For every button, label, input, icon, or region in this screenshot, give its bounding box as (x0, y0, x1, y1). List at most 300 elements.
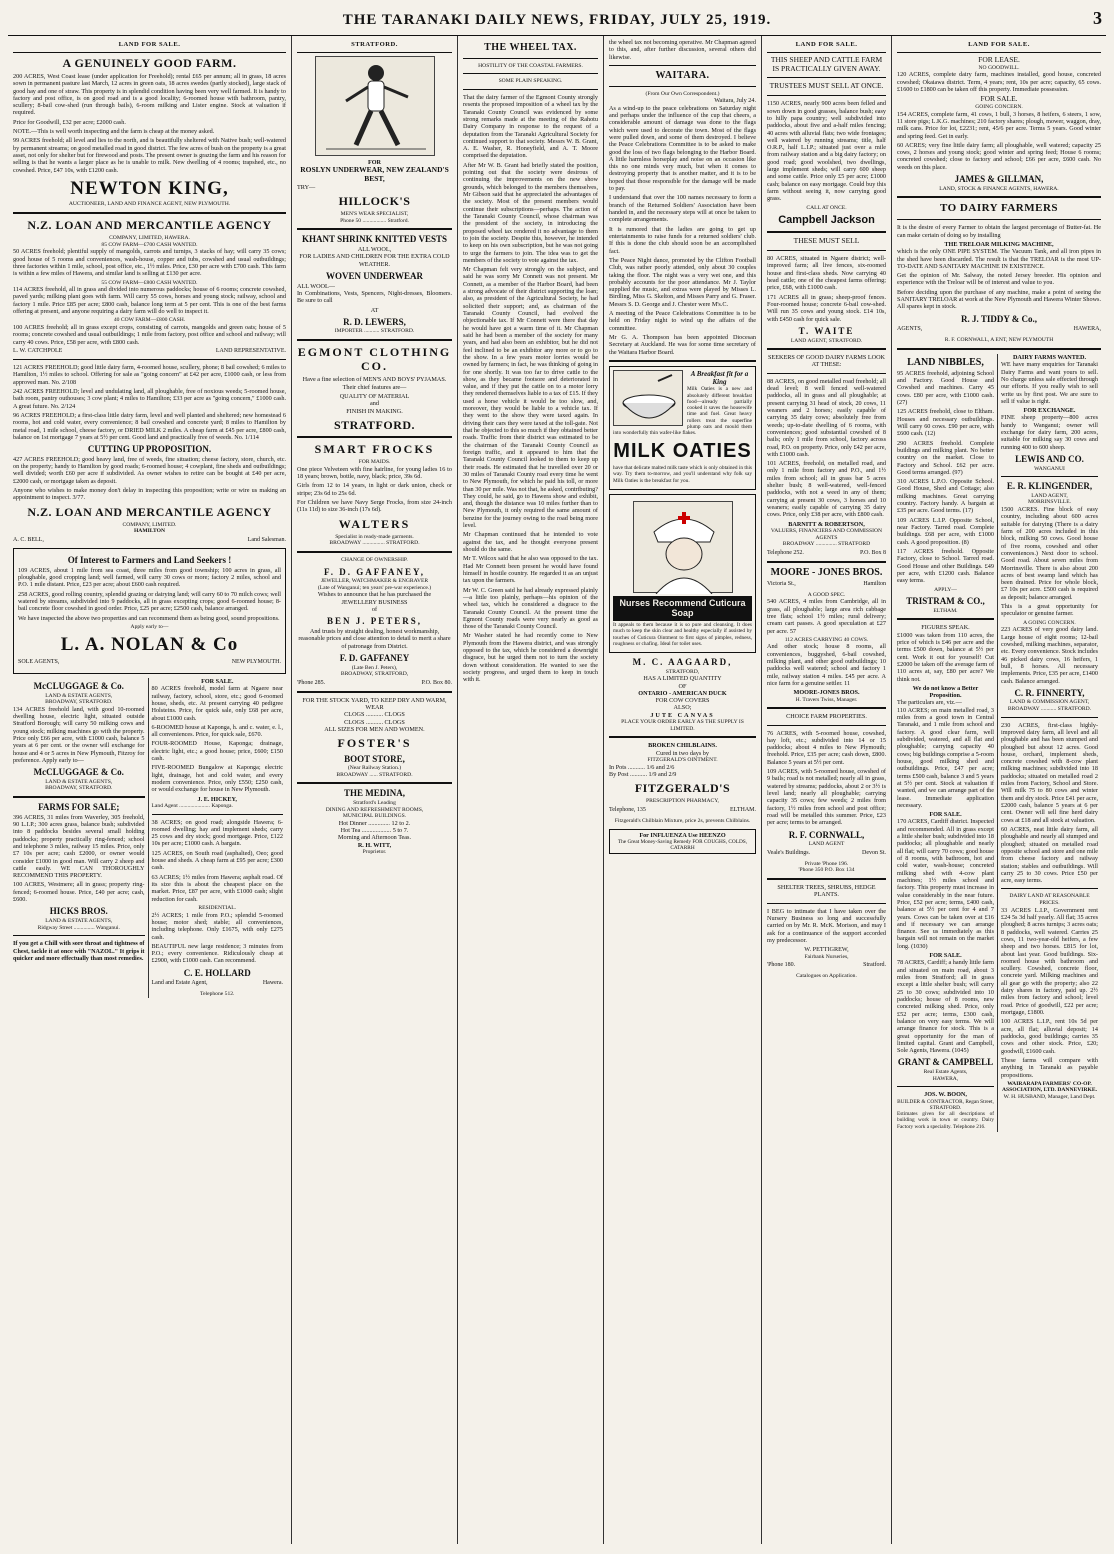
ad-headline: THESE MUST SELL (793, 236, 860, 246)
agent-name: McCLUGGAGE & Co. (33, 680, 124, 691)
shop-name: WALTERS (338, 516, 411, 531)
article-paragraph: I understand that over the 100 names necessary to form a branch of the Returned Soldiers' Association have been handed in, and the necessary steps will at once be taken to complete arrangements. (609, 194, 756, 224)
agent-sub: HAWERA, (932, 1075, 959, 1082)
agent-name: T. WAITE (798, 325, 855, 336)
agent-sub: HAMILTON (133, 528, 166, 535)
column-6 (892, 36, 1106, 1544)
shop-sub: Proprietor. (362, 848, 387, 855)
ad-text: It appeals to them because it is so pure and cleansing. It does much to keep the skin clear and healthy especially if assisted by touches of Cuticura Ointment to first signs of pimples, redness, roughness or chafing. Ideal for toilet uses. (613, 622, 752, 647)
shop-location: STRATFORD. (333, 417, 416, 432)
agent-name: R. F. CORNWALL, (788, 829, 865, 840)
subhead: FOR SALE. (929, 811, 962, 819)
divider (1001, 476, 1098, 477)
ad-headline: FOR LEASE. (978, 54, 1020, 64)
column-4 (604, 36, 762, 1544)
listing: 109 ACRES L.I.P. Opposite School, near Factory. Tarred road. Complete buildings. £68 per acre, with £1000 cash. A good proposition. (8) (897, 516, 994, 546)
divider (297, 691, 452, 693)
shop-sub: BROADWAY, STRATFORD, (340, 671, 409, 678)
ad-text: These farms will compare with anything in Taranaki as payable propositions. (1001, 1056, 1098, 1079)
listing: 125 ACRES freehold, close to Eltham. Houses and necessary outbuildings. Will carry 60 cows. £90 per acre, with £600 cash. (12) (897, 408, 994, 438)
listing: 100 ACRES, Westmere; all in grass; property ring-fenced; 6-roomed house. Price, £40 per acre; cash, £600. (13, 881, 145, 904)
listing: 76 ACRES, with 5-roomed house, cowshed, hay loft, etc.; subdivided into 14 or 15 paddocks; about 4 miles to New Plymouth; freehold. Price, £35 per acre; cash down, £800. Balance 5 years at 5½ per cent. (767, 729, 886, 766)
divider (897, 618, 994, 620)
listing: 88 ACRES, on good metalled road freehold; all dead level; 8 well fenced well-watered paddocks, all in grass and all ploughable; at present carrying 31 head of stock, 20 cows, 11 weaners and 2 horses; easily capable of carrying 35 dairy cows; absolutely free from weeds; up-to-date dwelling of 6 rooms, with conveniences; good substantial cowshed of 8 bails; only 1 mile from school, factory across road, P.O. on property. Price, only £42 per acre, with £1000 cash. (767, 377, 886, 458)
listing: 1500 ACRES. Fine block of easy country, including about 600 acres suitable for dairying (There is a dairy farm of 200 acres included in this block, milking 50 cows. Good house of five rooms, cowshed and other conveniences.) Next door to school. Good road. About seven miles from Morrinsville. There is also about 200 acres of best swamp land which has been drained. Price for whole block, £7 10s per acre. £500 cash is required as deposit; balance arranged. (1001, 506, 1098, 601)
ad-line: FINISH IN MAKING. (346, 407, 403, 415)
sign-left: A. C. BELL, (13, 536, 44, 543)
divider (767, 77, 886, 78)
agent-sub: LAND, STOCK & FINANCE AGENTS, HAWERA. (939, 185, 1059, 192)
listing: 258 ACRES, good rolling country, splendid grazing or dairying land; will carry 60 to 70 milch cows; well watered by streams, subdivided into 9 paddocks, all in grass excepting crops; good 6-roomed house; 8-bail concrete floor cowshed in good order. Price, £25 per acre; £2500 cash, balance arranged. (18, 590, 281, 613)
agent-name: GRANT & CAMPBELL (897, 1057, 994, 1068)
agent-sub: Fairbank Nurseries, (804, 953, 849, 960)
divider (1001, 888, 1098, 889)
ad-text: FINE sheep property—800 acres handy to Wanganui; owner will exchange for dairy farm, 200 acres, suitable for milking say 30 cows and running 400 to 600 sheep. (1001, 414, 1098, 451)
divider (297, 551, 452, 553)
ad-line: Have a fine selection of MEN'S AND BOYS' PYJAMAS. Their chief features are— (302, 376, 447, 391)
signature (897, 326, 1101, 333)
listing: 95 ACRES freehold, adjoining School and Factory. Good House and Cowshed and machines. Carry 45 cows. £80 per acre, with £1000 cash. (27) (897, 369, 994, 407)
subhead: FOR SALE. (201, 677, 234, 685)
ad-text: Get the opinion of Mr. Salway, the noted Jersey breeder. His opinion and experience with the Treloar will be of interest and value to you. (897, 272, 1101, 287)
ad-line: FITZGERALD'S OINTMENT. (647, 756, 718, 763)
ad-headline: SEEKERS OF GOOD DAIRY FARMS LOOK AT THESE: (767, 354, 886, 369)
brand-name: MILK OATIES (613, 440, 752, 463)
split-section (13, 678, 286, 998)
ad-line: CHANGE OF OWNERSHIP. (341, 557, 408, 564)
bowl-icon (614, 371, 684, 427)
agent-name: N.Z. LOAN AND MERCANTILE AGENCY (27, 217, 272, 232)
subhead: RESIDENTIAL. (198, 904, 237, 911)
agent-name: J. E. HICKEY, (197, 795, 237, 803)
divider (609, 736, 756, 738)
sign-right: P.O. Box 8 (859, 549, 886, 556)
listing: 230 ACRES, first-class highly-improved dairy farm, all level and all ploughable and has been stumped and ploughed but about 12 acres. Good house, orchard, implement sheds, concrete cowshed with 8-cow plant milking machines; subdivided into 18 paddocks; situated on metalled road 2 miles from Factory, School and Store. Will milk 75 to 80 cows and winter them and dry stock. Price £41 per acre, £2000 cash, balance 5 years at 6 per cent. Owner will sell fine herd dairy cows at £18 and all stock at valuation. (1001, 721, 1098, 824)
listing: 80 ACRES freehold, model farm at Ngaere near railway, factory, school, store, etc.; good 6-roomed house, sheds, etc. At present carrying 40 pedigree Holsteins. Price, for quick sale, only £68 per acre, about £1000 cash. (151, 685, 283, 722)
article-paragraph: It is rumored that the ladies are going to get up entertainments to raise funds for a returned soldiers' club. If this is done the club should soon be an accomplished fact. (609, 225, 756, 255)
subhead: A GOING CONCERN. (1023, 619, 1076, 626)
listing: 80 ACRES, situated in Ngaere district; well-improved farm; all live fences, six-roomed house and first-class sheds. Now carrying 40 head cattle; one of the cheapest farms offering; price, £68, with £1000 cash. (767, 255, 886, 292)
sign-right: Hamilton (863, 580, 886, 587)
divider (767, 250, 886, 251)
ad-headline: TRUSTEES MUST SELL AT ONCE. (769, 81, 884, 91)
signature (297, 680, 452, 687)
divider (463, 73, 598, 74)
ad-line: Hot Tea ................... 5 to 7. (340, 827, 409, 834)
agent-name: Campbell Jackson (778, 214, 875, 227)
agent-sub: BROADWAY ........... STRATFORD. (1007, 706, 1092, 713)
subhead: FARMS FOR SALE; (38, 802, 120, 813)
agent-name: E. R. KLINGENDER, (1006, 481, 1093, 492)
divider (897, 1086, 994, 1087)
man-in-underwear-illustration (315, 56, 435, 156)
divider (463, 89, 598, 90)
agent-sub: H. Travers Twiss, Manager. (795, 696, 858, 703)
ad-line: AT (370, 306, 379, 314)
listing: 396 ACRES, 31 miles from Waverley, 305 freehold, 90 L.I.P.; 300 acres grass, balance bush; subdivided into 8 paddocks besides several small holding paddocks; property practically ring-fenced; school and telephone 3 miles, railway 15 miles. Price, only £7 10s per acre; cash £2000, or owner would consider £1000 in good man. Will carry 2 sheep and cattle easily. WE CAN THOROUGHLY RECOMMEND THIS PROPERTY. (13, 813, 145, 880)
sign-left: 'Phone 180. (767, 962, 796, 969)
shop-sub: STRATFORD, (665, 668, 700, 675)
signature (767, 962, 886, 969)
shop-sub: Stratford's Leading (353, 799, 396, 806)
agent-name: BARNITT & ROBERTSON, (788, 520, 865, 528)
listing: FIVE-ROOMED Bungalow at Kaponga; electric light, drainage, hot and cold water, and every modern convenience. Price, only £550; £250 cash, or would exchange for house in New Plymouth. (151, 764, 283, 794)
listing: 38 ACRES; on good road; alongside Hawera; 6-roomed dwelling; hay and implement sheds; carry 25 cows and dry stock; good mortgage. Price, £122 10s per acre; £1000 cash. A bargain. (151, 818, 283, 848)
ad-text: which is the only ONE PIPE SYSTEM. The Vacuum Tank, and all iron pipes in the shed have been discarded. The result is that the TRELOAR is the most UP-TO-DATE AND SANITARY MACHINE IN EXISTENCE. (897, 248, 1101, 270)
ad-line: FOR LADIES AND CHILDREN FOR THE EXTRA COLD WEATHER. (299, 253, 450, 268)
signature (767, 550, 886, 557)
sign-left: AGENTS, (897, 326, 923, 333)
ad-text: Before deciding upon the purchase of any machine, make a point of seeing the SANITARY TRELOAR at work at the New Plymouth and Hawera Winter Shows. All spares kept in stock. (897, 288, 1101, 311)
sign-left: 'Phone 285. (297, 679, 326, 686)
agent-name: L. A. NOLAN & Co (60, 634, 239, 656)
agent-name: HICKS BROS. (49, 906, 108, 917)
split-left (897, 354, 998, 1132)
ad-line: FOR COW COVERS (655, 697, 710, 705)
ad-line: Girls from 12 to 14 years, in light or dark union, check or stripe; 23s 6d to 25s 6d. (297, 482, 452, 497)
sign-left: Victoria St., (767, 580, 796, 587)
ad-headline: KHANT SHRINK KNITTED VESTS (302, 234, 447, 245)
section-heading: LAND FOR SALE. (13, 39, 286, 53)
nurse-icon (634, 502, 734, 594)
agent-name: JOS. W. BOON, (924, 1091, 967, 1099)
ad-line: APPLY— (934, 586, 957, 593)
column-3 (458, 36, 604, 1544)
ad-line: ROSLYN UNDERWEAR, NEW ZEALAND'S BEST, (300, 165, 449, 183)
article-subhead: SOME PLAIN SPEAKING. (498, 78, 563, 85)
shop-sub: DINING AND REFRESHMENT ROOMS, (325, 806, 424, 813)
divider (767, 348, 886, 350)
divider (297, 228, 452, 230)
ad-text: WE have many enquiries for Taranaki Dairy Farms and want yours to sell. No charge unless sale effected through our efforts. If you really wish to sell write us by first post. We are sure to sell if value is right. (1001, 361, 1098, 405)
divider (297, 436, 452, 438)
agent-sub: LAND & ESTATE AGENTS, (45, 918, 113, 924)
heenzo-ad (609, 829, 756, 855)
article-paragraph: Mr T. Wilcox said that he also was opposed to the tax. Had Mr Connett been present he would have found himself in hostile country. He regarded it as an unjust tax upon the farmers. (463, 555, 598, 585)
ad-line: The Great Money-Saving Remedy FOR COUGHS, COLDS, CATARRH (617, 838, 748, 852)
shop-name: FITZGERALD'S (634, 781, 731, 796)
shop-name: F. D. GAFFANEY (339, 652, 410, 663)
split-section (897, 354, 1101, 1132)
divider (297, 339, 452, 341)
nazol-ad: If you get a Chill with sore throat and tightness of Chest, tackle it at once with "NAZOL." It grips it quicker and more effectually than most remedies. (13, 940, 145, 962)
split-left (13, 678, 149, 998)
listing: 63 ACRES; 1½ miles from Hawera; asphalt road. Of its size this is about the cheapest place on the market. Price, £87 per acre, with £1000 cash; slight reduction for cash. (151, 873, 283, 903)
divider (767, 903, 886, 904)
sign-left: Telephone 252. (767, 549, 804, 556)
sign-right: Hawera. (262, 980, 283, 987)
signature (13, 537, 286, 544)
columns (8, 36, 1106, 1544)
listing: 78 ACRES, Cardiff; a handy little farm and situated on main road, about 3 miles from Stratford; all in grass except a little shelter bush; will carry 25 to 30 cows; subdivided into 10 paddocks; house of 8 rooms, new concreted milking shed. Price, only £52 per acre; terms, £300 cash, balance on very easy terms. We will arrange finance for stock. This is a great opportunity for the man of limited capital. Grant and Campbell, Sole Agents, Hawera. (1045) (897, 959, 994, 1055)
listing: 242 ACRES FREEHOLD; level and undulating land, all ploughable, free of noxious weeds; 5-roomed house, bath room, pantry outhouses; 3 cow plant; 4 miles to Hamilton; £33 per acre as "going concern," £1000 cash. A great future. No. 2/124 (13, 387, 286, 410)
ad-headline: CHOICE FARM PROPERTIES. (786, 713, 867, 721)
sign-right: HAWERA, (1073, 326, 1101, 333)
ad-line: ALSO; (673, 704, 692, 712)
agent-sub: Ridgway Street ............... Wanganui. (37, 924, 120, 931)
agent-sub: BROADWAY ............... STRATFORD (782, 541, 871, 548)
shop-sub: Phone 50 ................. Stratford. (340, 217, 409, 224)
agent-name: MOORE-JONES BROS. (793, 689, 860, 697)
divider (609, 360, 756, 362)
sign-left: L. W. CATCHPOLE (13, 347, 63, 354)
nurse-illustration (633, 501, 733, 593)
signature (609, 807, 756, 814)
agent-name: McCLUGGAGE & Co. (33, 767, 124, 778)
ad-text: I BEG to intimate that I have taken over the Nursery Business so long and successfully carried on by Mr. R. McK. Morison, and may I ask for a continuance of the support accorded my predecessor. (767, 907, 886, 944)
signature (18, 659, 281, 666)
ad-headline: DAIRY FARMS WANTED. (1012, 353, 1087, 361)
agent-sub: BUILDER & CONTRACTOR, Regan Street, STRATFORD. (897, 1098, 994, 1111)
shop-name: BEN J. PETERS, (326, 616, 423, 627)
article-headline: WAITARA. (655, 69, 710, 81)
listing: 1150 ACRES, nearly 900 acres been felled and sown down in good grasses, balance bush; easy to hilly papa country; well subdivided into paddocks, about five and a-half miles fencing; 40 acres with alluvial flats; two wide frontages; well watered by running streams; title, half O.R.P., half L.I.P.; situated just over a mile from railway station and a big dairy factory; on good road; good woolshed, two dwellings, large implement sheds; will carry 600 sheep and some cattle. Price only £5 per acre; £1000 cash; balance on easy mortgage. Could buy this farm without seeing it, now carrying good grass. (767, 100, 886, 203)
agent-sub: W. H. HUSBAND, Manager, Land Dept. (1003, 1094, 1096, 1101)
ad-line: Hot Dinner .............. 12 to 2. (338, 819, 411, 827)
section-heading: STRATFORD. (297, 39, 452, 53)
sign-right: Stratford. (863, 962, 886, 969)
listing: 200 ACRES, West Coast lease (under application for Freehold); rental £65 per annum; all in grass, 18 acres sown in permanent pasture last March, 12 acres in green oats, 18 acres swedes (partly stocked), large stack of good hay and one of straw. This property is in splendid condition having been very well farmed. It is handy to factory and post office, is on good road and is a good locality; 6-roomed house with bathroom, pantry, scullery; 8-bail cow-shed (run through bails), 6-room milking and Lister engine. Stock at valuation if required. (13, 72, 286, 117)
listing: 6-ROOMED house at Kaponga, h. and c. water, e. l., all conveniences. Price, for quick sale, £670. (151, 723, 283, 739)
agent-sub: Telephone 512. (200, 991, 235, 998)
agent-name: LEWIS AND CO. (1015, 454, 1084, 465)
divider (609, 86, 756, 87)
listing: 99 ACRES freehold; all level and lies to the north, and is beautifully sheltered with Native bush; well-watered by permanent streams; on good metalled road in good district. The few acres of bush on the property is a great asset, not only for shelter but for firewood and posts. The present owner is grazing the farm and his reason for selling is that he wants a larger place as he is unable to milk. New dwelling of 4 rooms; trapshed, etc., no cowshed. Price, £47 10s, with £1200 cash. (13, 137, 286, 174)
ad-line: OF (678, 682, 687, 690)
divider (13, 796, 145, 798)
ad-line: CALL AT ONCE. (806, 204, 847, 211)
divider (767, 707, 886, 709)
shop-name: R. D. LEWERS, (343, 316, 406, 327)
ad-line: Wishes to announce that he has purchased the (317, 591, 432, 599)
shop-sub: MEN'S WEAR SPECIALIST, (340, 211, 409, 218)
listing: 120 ACRES, complete dairy farm, machines installed, good house, concreted cowshed; Okaiawa district. Term, 4 years; rent, 10s per acre; capacity, 65 cows. £1600 to £1800 can be taken off this property. Immediate possession. (897, 71, 1101, 93)
ad-line: Morning and Afternoon Teas. (337, 834, 411, 842)
listing: 100 ACRES freehold; all in grass except crops, consisting of carrots, mangolds and green oats; house of 5 rooms; concrete cowshed and usual outbuildings; 1 mile from factory, post office and school and railway; will carry 40 cows. Price, £58 per acre, with £800 cash. (13, 324, 286, 346)
ad-line: In Pots ........... 1/6 and 2/6 (609, 763, 675, 771)
shop-name: EGMONT CLOTHING CO. (297, 345, 452, 374)
subhead: FOR EXCHANGE. (1023, 407, 1076, 415)
agent-sub: COMPANY, LIMITED. (122, 521, 177, 528)
shop-sub: Specialist in ready-made garments. (335, 533, 414, 540)
ad-line: and (370, 400, 379, 408)
ad-headline: SHELTER TREES, SHRUBS, HEDGE PLANTS. (777, 884, 876, 899)
divider (297, 782, 452, 784)
listing: 33 ACRES L.I.P., Government rent £24 5s 3d half yearly. All flat; 35 acres ploughed; 8 acres turnips; 3 acres oats; 8 paddocks, well watered. Carries 25 cows, 11 two-year-old heifers, a few sheep and two horses. £815 for lot, about last year. Good buildings. Six-roomed house with bathroom and scullery. Cowshed, concrete floor, concrete yard. Milking machines and all gear go with the property; also 22 dairy shares in factory, paid up. 2½ miles from factory and school; level road. Price of goodwill, £22 per acre; mortgage, £1800. (1001, 906, 1098, 1017)
shop-sub: MUNICIPAL BUILDINGS. (342, 813, 407, 820)
divider (767, 725, 886, 726)
listing: 109 ACRES, about 1 mile from sea coast, three miles from good township; 100 acres in grass, all ploughable, good cropping land; well farmed, will carry 30 cows or more; factory 2 miles, school and P.O. 1 mile distant. Price, £23 per acre; about £600 cash required. (18, 566, 281, 589)
shop-sub: BROADWAY ................ STRATFORD. (329, 540, 420, 547)
divider (767, 878, 886, 880)
shop-sub: IMPORTER ........... STRATFORD. (334, 328, 415, 335)
shop-sub: (Late Ben J. Peters), (351, 664, 398, 671)
ad-text: £1000 was taken from 110 acres, the price of which is £46 per acre and the terms £500 down, balance at 5½ per cent. Work it out for yourself! Cut £2000 be taken off the average farm of 110 acres at, say, £80 per acre? We think not. (897, 631, 994, 683)
agent-name: N.Z. LOAN AND MERCANTILE AGENCY (27, 504, 272, 519)
ad-text: have that delicate malted milk taste which is only obtained in this way. Try them to-morrow, and you'll understand why folk say Milk Oaties is the breakfast for you. (613, 465, 752, 484)
listing: 96 ACRES FREEHOLD; a first-class little dairy farm, level and well planted and sheltered; new homestead 6 rooms, hot and cold water, every convenience; 8 bail cowshed and concrete yard; 8 miles to Hamilton by metal road, 1 mile school, cheese factory, or DRIED MILK 2 miles. A cheap farm at £45 per acre, £800 cash, balance on 1st mortgage 7 years at 5½ per cent. Good land and practically free of weeds. No. 1/114 (13, 411, 286, 441)
listing: 50 ACRES freehold; plentiful supply of mangolds, carrots and turnips, 3 stacks of hay; will carry 35 cows; good house of 5 rooms and conveniences, wash-house, copper and tubs, cowshed and usual outbuildings; three factories within 1 mile, school, post office, etc., 1½ miles. Price, £30 per acre with £700 cash. This farm is within a few miles of Hawera, and similar land is selling at £130 per acre. (13, 248, 286, 278)
column-5 (762, 36, 892, 1544)
apply: Apply early to— (130, 623, 169, 630)
agent-sub: Private 'Phone 196. (804, 860, 849, 867)
agent-name: C. R. FINNERTY, (1014, 687, 1085, 698)
sign-right: LAND REPRESENTATIVE. (215, 347, 286, 354)
listing: And other stock; house 8 rooms, all conveniences, buggyshed, 6-bail cowshed, milking plant, and other good outbuildings; 10 paddocks well watered; school and factory 1 mile, railway station 4 miles. £45 per acre. A nice farm for a genuine settler. 11 (767, 643, 886, 688)
signature (152, 980, 284, 987)
signature (767, 850, 886, 857)
subhead: DAIRY LAND AT REASONABLE PRICES. (1009, 893, 1090, 907)
ad-headline: TO DAIRY FARMERS (939, 202, 1059, 215)
listing: Anyone who wishes to make money don't delay in inspecting this proposition; write or wire us making an appointment to inspect. 3/77. (13, 487, 286, 502)
article-paragraph: Mr W. C. Green said he had already expressed plainly—a little too plainly, perhaps—his opinion of the wheel tax, which he considered a disgrace to the Taranaki County Council. At the present time the Egmont County roads were very nearly as good as those of the Taranaki County Council. (463, 586, 598, 631)
agent-name: TRISTRAM & CO., (906, 596, 985, 607)
shop-sub: PRESCRIPTION PHARMACY, (646, 798, 719, 805)
article-paragraph: As a wind-up to the peace celebrations on Saturday night and perhaps under the influence of the cup that cheers, a considerable amount of damage was done to the flags which were used to decorate the town. Most of the flags were pulled down, and some of them destroyed. I believe the Peace Celebrations Committee is to be asked to make good the loss of two flags belonging to the Harbor Board. A little harmless horseplay and noise on an occasion like this no one minds very much, but when it comes to destroying property that is another matter, and it is to be hoped that those responsible for the damage will be made to pay. (609, 104, 756, 193)
ad-line: Cured in two days by (656, 749, 709, 757)
listing: 100 ACRES L.I.P., rent 10s 5d per acre, all flat; alluvial deposit; 14 paddocks, good buildings; carries 35 cows and other stock. Price, £20; goodwill, £1600 cash. (1001, 1018, 1098, 1055)
shop-sub: JEWELLER, WATCHMAKER & ENGRAVER (320, 578, 429, 585)
agent-name: MOORE - JONES BROS. (770, 566, 883, 578)
ad-headline: WOVEN UNDERWEAR (326, 270, 423, 281)
ad-line: CLOGS ........... CLOGS (344, 718, 405, 726)
divider (767, 95, 886, 96)
listing: 134 ACRES freehold land, with good 10-roomed dwelling house, electric light, situated outside Stratford Borough; will carry 50 milking cows and young stock; milking machines go with the property. Price only £66 per acre, with £1000 cash, balance 5 years at 6 per cent. or the owner will exchange for house and 4 or 5 acres in New Plymouth, Fitzroy for preference. Apply early to— (13, 705, 145, 764)
divider (897, 348, 1101, 350)
masthead-title: THE TARANAKI DAILY NEWS, FRIDAY, JULY 25, 1919. (342, 12, 772, 28)
divider (897, 219, 1101, 220)
split-right (149, 678, 287, 998)
listing: 540 ACRES, 4 miles from Cambridge, all in grass, all ploughable; large area rich cabbage tree flats; school 1½ miles; rural delivery; cream cart passes. A good speculation at £27 per acre. 57 (767, 598, 886, 635)
ad-line: ALL WOOL— (297, 282, 335, 290)
listing: FOUR-ROOMED House, Kaponga; drainage, electric light, etc.; a good house; price, £600; £150 cash. (151, 740, 283, 763)
ad-text: Estimates given for all descriptions of building work in town or country. Dairy Factory work a speciality. Telephone 216. (897, 1111, 994, 1130)
ad-line: ONTARIO - AMERICAN DUCK (638, 689, 727, 697)
article-subhead: HOSTILITY OF THE COASTAL FARMERS. (478, 62, 583, 69)
shop-name: BOOT STORE, (344, 753, 405, 764)
listing: NOTE.—This is well worth inspecting and the farm is cheap at the money asked. (13, 128, 215, 136)
ad-line: of (371, 606, 378, 614)
listing: 427 ACRES FREEHOLD; good heavy land, free of weeds, fine situation; cheese factory, store, church, etc. on the property; handy to Hamilton by good roads; 6-roomed house; 4 cowplant, fine sheds and outbuildings; well divided; worth £60 per acre if subdivided. As owner wishes to retire can be bought at £40 per acre, £2000 cash, or mortgage taken as deposit. (13, 455, 286, 485)
agent-sub: ELTHAM. (933, 607, 958, 614)
listing: 223 ACRES of very good dairy land. Large house of eight rooms; 12-bail cowshed, milking machines, separator, etc. Every convenience. Stock includes 46 picked dairy cows, 16 heifers, 1 bull, 8 horses. All necessary implements. Price, £35 per acre, £1400 cash. Balance arranged. (1001, 626, 1098, 685)
shop-name: FOSTER'S (337, 736, 412, 751)
ad-line: THE TRELOAR MILKING MACHINE, (944, 240, 1054, 248)
article-paragraph: The Peace Night dance, promoted by the Clifton Football Club, was rather poorly attended, only about 30 couples taking the floor. The night was a very wet one, and this probably accounts for the poor attendance. Mr J. Taylor supplied the music, and extras were played by Misses L. Birdling, Miss G. Skelton, and Misses Parry and G. Fraser. Messrs S. D. George and J. Chester were M's.C. (609, 256, 756, 308)
ad-headline: A GENUINELY GOOD FARM. (62, 55, 237, 70)
agent-sub: LAND AGENT, STRATFORD. (790, 337, 863, 344)
ad-line: For Children we have Navy Serge Frocks, from size 24-inch (11s 11d) to size 36-inch (17s 6d). (297, 499, 452, 514)
listing: 121 ACRES FREEHOLD; good little dairy farm, 4-roomed house, scullery, phone; 8 bail cowshed; 6 miles to Hamilton, 1½ miles to school. Offering for sale as "going concern" at £42 per acre, £1000 cash, or less from approved man. No. 2/108 (13, 364, 286, 386)
agent-name: C. E. HOLLARD (183, 967, 251, 978)
agent-name: NEWTON KING, (70, 177, 229, 199)
agent-sub: LAND & ESTATE AGENTS, (45, 778, 113, 785)
article-paragraph: Mr Washer stated he had recently come to New Plymouth from the Hawera district, and was strongly opposed to the tax, which he considered a downright disgrace, but he urged them not to turn the society down without consideration. He wanted to see the society progress, and urged them to keep in touch with it. (463, 632, 598, 684)
interest-box (13, 548, 286, 674)
divider (1001, 717, 1098, 718)
ad-headline: For INFLUENZA Use HEENZO (639, 831, 726, 839)
divider (152, 814, 284, 815)
ad-line: PLACE YOUR ORDER EARLY AS THE SUPPLY IS LIMITED. (621, 719, 744, 732)
sign-left: Telephone, 135 (609, 806, 646, 813)
listing: 60 ACRES, neat little dairy farm, all ploughable and nearly all stumped and ploughed; situated on metalled road opposite school and store and one mile from cheese factory and railway station; stables and outbuildings. Will carry 25 to 30 cows. Price £50 per acre, easy terms. (1001, 825, 1098, 885)
subhead: 112 ACRES CARRYING 40 COWS. (784, 636, 869, 643)
divider (463, 58, 598, 59)
ad-line: One piece Velveteen with fine hairline, for young ladies 16 to 18 years; brown, bottle, navy, black; price, 39s 6d. (297, 465, 452, 481)
listing: 109 ACRES, with 5-roomed house, cowshed of 9 bails; road is not metalled; nearly all in grass, watered by streams; paddocks, about 2 or 3½ is level land; nearly all ploughable; carrying capacity 35 cows; few weeds; 2 miles from factory, 1½ miles from school and post office; road will be metalled this summer. Price, £23 per acre; terms to be arranged. (767, 768, 886, 827)
agent-sub: WANGANUI (1034, 465, 1065, 472)
column-2 (292, 36, 458, 1544)
ad-line: CLOGS ........... CLOGS (344, 711, 405, 719)
column-1 (8, 36, 292, 1544)
listing: 171 ACRES all in grass; sheep-proof fences. Four-roomed house; concrete 6-bail cow-shed. Will run 35 cows and young stock. £14 10s, with £450 cash for quick sale. (767, 293, 886, 323)
ad-headline: FIGURES SPEAK. (921, 624, 970, 632)
ad-line: Catalogues on Application. (796, 973, 857, 980)
milk-oaties-ad (609, 366, 756, 490)
sign-right: Land Salesman. (247, 536, 286, 543)
ad-line: ALL SIZES FOR MEN AND WOMEN. (324, 726, 425, 734)
article-paragraph: the wheel tax not becoming operative. Mr Chapman agreed to this, and, after further discussion, several others did likewise. (609, 39, 756, 61)
ad-line: FOR THE STOCK YARD, TO KEEP DRY AND WARM, WEAR (302, 696, 447, 712)
agent-sub: Land Agent ...................... Kaponga. (151, 802, 233, 809)
article-paragraph: After Mr W. B. Grant had briefly stated the position, pointing out that the society were desirous of continuing the improvements on the new show grounds, which belonged to the members themselves, Mr Gibson said that he appreciated the advantages of the society. Most of the present members would continue their subscriptions—perhaps. The action of the Taranaki County Council, whose chairman was the president of the society, in introducing the proposed wheel tax rendered it no advantage to them to join the society. Despite this, however, he intended to keep on his own subscription, but he was not going to urge the farmers to join. The idea was to get the members of the society to vote against the tax. (463, 161, 598, 264)
ad-line: JUTE CANVAS (650, 711, 715, 719)
ad-headline: FOR SALE. (980, 94, 1018, 104)
agent-name: JAMES & GILLMAN, (954, 174, 1044, 185)
listing: Price for Goodwill, £32 per acre; £2000 cash. (13, 118, 126, 126)
masthead (8, 6, 1106, 36)
article-paragraph: That the dairy farmer of the Egmont County strongly resents the proposed imposition of a wheel tax by the Taranaki County Council was evidenced by some strong remarks made at the meeting of the Rahotu Dairy Company in response to the request of a deputation from the Taranaki Agricultural Society for continued support to that society. Messrs W. B. Grant, A. E. Washer, R. Honeyfield, and A. T. Moore comprised the deputation. (463, 93, 598, 160)
listing: 114 ACRES freehold, all in grass and divided into numerous paddocks; house of 6 rooms; concrete cowshed, paved yards; milking plant goes with farm. Will carry 55 cows, horses and young stock; railway, school and factory 1 mile. Price £85 per acre; £800 cash, balance long term at 5 per cent. This is one of the best farms offering at present, and anyone requiring a dairy farm will do well to inspect it. (13, 286, 286, 316)
ad-text: Milk Oaties is a new and absolutely different breakfast food—already partially cooked it saves the housewife time and fuel. Great heavy rollers treat the superfine plump oats and mould them into wonderfully thin wafer-like flakes. (613, 386, 752, 437)
split-right (998, 354, 1101, 1132)
article-subhead: (From Our Own Correspondent.) (645, 90, 720, 97)
divider (897, 196, 1101, 198)
ad-headline: LAND NIBBLES, (907, 356, 984, 368)
agent-sub: LAND & COMMISSION AGENT, (1009, 699, 1090, 706)
agent-sub: 'Phone 350 P.O. Box 134 (798, 867, 855, 874)
subhead: NO GOODWILL. (978, 64, 1020, 71)
article-headline: THE WHEEL TAX. (484, 42, 577, 53)
sign-right: Devon St. (862, 849, 886, 856)
breakfast-bowl-illustration (613, 370, 683, 426)
ad-text: It is the desire of every Farmer to obtain the largest percentage of Butter-fat. He can make certain of doing so by installing (897, 224, 1101, 239)
ad-line: ALL WOOL, (357, 246, 392, 254)
divider (767, 231, 886, 233)
signature (13, 348, 286, 355)
shop-name: R. H. WITT, (357, 841, 392, 849)
box-heading: Of Interest to Farmers and Land Seekers ! (67, 555, 232, 566)
ad-line: The particulars are, viz.— (897, 699, 962, 707)
article-paragraph: A meeting of the Peace Celebrations Committee is to be held on Friday night to wind up the affairs of the committee. (609, 310, 756, 332)
agent-name: R. J. TIDDY & Co., (960, 313, 1037, 324)
listing: 2½ ACRES; 1 mile from P.O.; splendid 5-roomed house; motor shed; stable; all conveniences, including telephone. Only £1675, with only £275 cash. (151, 911, 283, 941)
agent-sub: R. F. CORNWALL, A ENT, NEW PLYMOUTH (944, 337, 1054, 344)
subhead: A GOOD SPEC. (807, 591, 846, 598)
agent-sub: VALUERS, FINANCIERS AND COMMISSION AGENTS (770, 527, 883, 541)
divider (13, 212, 286, 214)
subhead: GOING CONCERN. (975, 103, 1023, 110)
shop-name: M. C. AAGAARD, (632, 657, 733, 668)
shop-name: HILLOCK'S (338, 194, 411, 209)
listing: 101 ACRES, freehold, on metalled road, and only 1 mile from factory and P.O., and 1½ miles from school; all in grass bar 5 acres shelter bush; 8 well-watered, well-fenced paddocks, with not a weed in any of them; carrying at present 30 cows, 3 horses and 10 weaners; easily capable of carrying 35 dairy cows. Price, only £38 per acre, with £800 cash. (767, 460, 886, 519)
agent-sub: LAND AGENT, (1031, 492, 1068, 499)
divider (767, 561, 886, 563)
shop-name: THE MEDINA, (343, 788, 405, 799)
shop-sub: BROADWAY ...... STRATFORD. (336, 771, 413, 778)
agent-sub: Real Estate Agents, (923, 1069, 968, 1076)
ad-text: This is a great opportunity for speculator or genuine farmer. (1001, 603, 1098, 618)
